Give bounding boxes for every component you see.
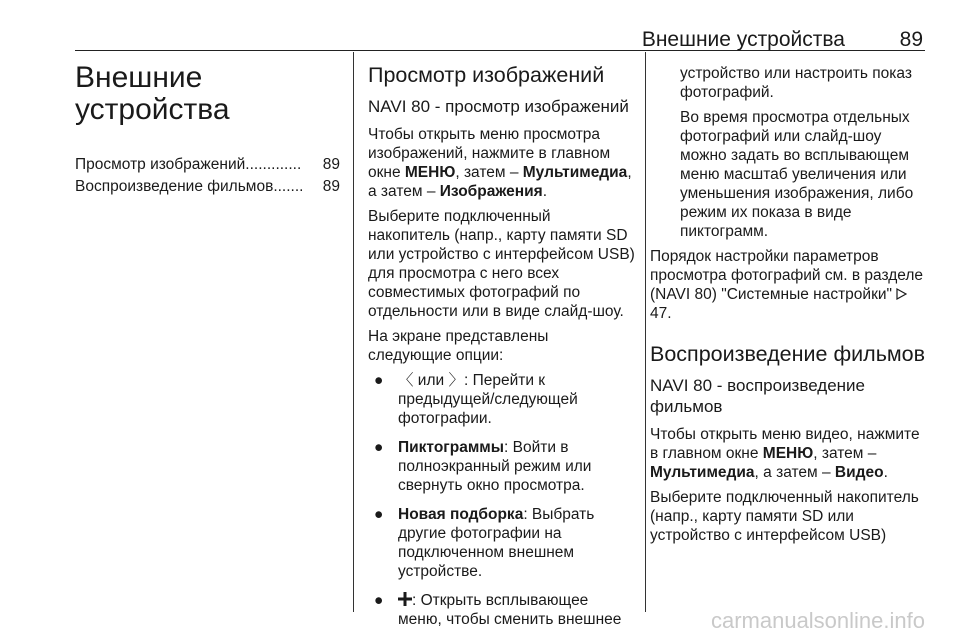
- menu-label: МЕНЮ: [762, 445, 814, 462]
- bullet-icon: ●: [374, 592, 384, 609]
- toc-label: Просмотр изображений: [75, 156, 246, 173]
- images-label: Изображения: [439, 183, 543, 200]
- column-divider-2: [645, 52, 646, 612]
- subsection-title-images: NAVI 80 - просмотр изображений: [368, 97, 629, 116]
- toc-dots: .............: [245, 156, 302, 173]
- paragraph-continued: устройство или настроить показ фотографий.: [680, 65, 912, 101]
- paragraph-select-storage-video: Выберите подключенный накопитель (напр., карту памяти SD или устройство с интерфейсом USB): [650, 489, 919, 544]
- column-divider-1: [353, 52, 354, 612]
- list-item: ● 〈 или 〉: Перейти к предыдущей/следующей фотографии.: [374, 372, 578, 427]
- paragraph-open-images-menu: Чтобы открыть меню просмотра изображений, нажмите в главном окне МЕНЮ, затем – Мультимедиа, а затем – Изображения.: [368, 126, 632, 200]
- paragraph-options-intro: На экране представлены следующие опции:: [368, 328, 549, 364]
- table-of-contents: [75, 154, 340, 198]
- page-number: 89: [899, 28, 923, 51]
- toc-page: 89: [322, 156, 340, 173]
- list-item: ● Новая подборка: Выбрать другие фотографии на подключенном внешнем устройстве.: [374, 506, 595, 580]
- bullet-icon: ●: [374, 439, 384, 456]
- plus-icon: [398, 592, 412, 606]
- column-continued: [650, 52, 930, 551]
- section-title-video: Воспроизведение фильмов: [650, 342, 926, 366]
- chapter-title-line1: Внешние: [75, 61, 203, 94]
- paragraph-settings-ref: Порядок настройки параметров просмотра фотографий см. в разделе (NAVI 80) "Системные настройки" 47.: [650, 248, 924, 322]
- multimedia-label: Мультимедиа: [522, 164, 628, 181]
- column-images: [368, 52, 636, 639]
- toc-page: 89: [322, 178, 340, 195]
- chapter-title: [75, 62, 340, 126]
- bullet-icon: ●: [374, 506, 384, 523]
- video-label: Видео: [834, 464, 884, 481]
- options-list: [368, 371, 636, 629]
- paragraph-open-video-menu: Чтобы открыть меню видео, нажмите в главном окне МЕНЮ, затем – Мультимедиа, а затем – Видео.: [650, 426, 920, 481]
- header-title: Внешние устройства: [641, 28, 845, 51]
- toc-entry[interactable]: [75, 154, 340, 176]
- paragraph-zoom-info: Во время просмотра отдельных фотографий или слайд-шоу можно задать во всплывающем меню масштаб увеличения или уменьшения изображения, либо режим их показа в виде пиктограмм.: [680, 109, 914, 240]
- multimedia-label: Мультимедиа: [650, 464, 755, 481]
- toc-entry[interactable]: [75, 176, 340, 198]
- bullet-icon: ●: [374, 372, 384, 389]
- menu-label: МЕНЮ: [404, 164, 456, 181]
- reference-page: 47.: [650, 305, 672, 322]
- section-title-images: Просмотр изображений: [368, 63, 605, 87]
- page-reference-icon: [896, 288, 907, 300]
- column-chapter: [75, 52, 340, 198]
- subsection-title-video: NAVI 80 - воспроизведение фильмов: [650, 376, 865, 416]
- list-item: ● Пиктограммы: Войти в полноэкранный режим или свернуть окно просмотра.: [374, 439, 592, 494]
- list-item: ● : Открыть всплывающее меню, чтобы сменить внешнее: [374, 592, 622, 628]
- toc-dots: .......: [273, 178, 304, 195]
- chapter-title-line2: устройства: [75, 93, 230, 126]
- paragraph-select-storage: Выберите подключенный накопитель (напр., карту памяти SD или устройство с интерфейсом USB) для просмотра с него всех совместимых фотографий по отдельности или в виде слайд-шоу.: [368, 208, 635, 320]
- toc-label: Воспроизведение фильмов: [75, 178, 274, 195]
- page-header: [75, 28, 925, 51]
- watermark: carmanualsonline.info: [710, 608, 925, 633]
